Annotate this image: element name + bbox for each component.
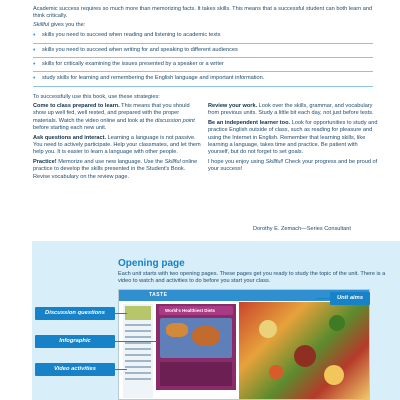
food-item xyxy=(269,365,283,379)
strategy-text: This means that you should show up well fed, well rested, and prepared with the proper materials. Watch the video online and look at the xyxy=(33,103,190,124)
strategies-right-column xyxy=(208,103,378,176)
map-continent xyxy=(192,326,220,346)
signature: Dorothy E. Zemach—Series Consultant xyxy=(253,226,351,232)
strategy-ask-questions xyxy=(33,135,203,157)
spread-thumbnail-photo xyxy=(125,306,151,320)
skillful-title: Skillful xyxy=(33,21,50,28)
food-item xyxy=(329,315,345,331)
gives-you-text: gives you the: xyxy=(49,21,86,28)
skills-list-item: • skills you need to succeed when writing for and speaking to different audiences xyxy=(33,47,373,58)
strategy-title: Ask questions and interact. xyxy=(33,134,107,141)
strategy-review-work xyxy=(208,103,378,118)
closing-wish xyxy=(208,159,378,174)
strategy-title: Come to class prepared to learn. xyxy=(33,103,120,109)
discussion-questions-callout: Discussion questions xyxy=(35,307,115,320)
strategy-practice xyxy=(33,159,203,181)
book-spread-image xyxy=(118,289,370,400)
strategy-text: Look over the skills, grammar, and vocabulary from previous units. Study a little bit each day, not just before tests. xyxy=(208,103,374,117)
strategy-italic: Skillful xyxy=(265,158,282,165)
spread-header-label: TASTE xyxy=(149,292,168,298)
infographic-callout: Infographic xyxy=(35,335,115,348)
discussion-leader-line xyxy=(115,313,127,314)
skills-list-item: • study skills for learning and remembering the English language and important information. xyxy=(33,75,373,86)
video-leader-line xyxy=(115,369,127,370)
strategy-text: I hope you enjoy using xyxy=(208,158,266,165)
skills-list xyxy=(33,32,373,87)
strategies-left-column xyxy=(33,103,203,183)
strategy-text: Look for opportunities to study and practice English outside of class, such as reading for pleasure and using the Internet in English. Remember that learning skills, like learning a language, takes time and practice. Be patient with yourself, but do not forget to set goals. xyxy=(208,119,378,156)
strategy-come-prepared xyxy=(33,103,203,133)
strategy-text: online practice to develop the skills presented in the Student's Book. Revise vocabulary on the review page. xyxy=(33,158,198,180)
intro-skillful-line xyxy=(33,22,373,29)
food-item xyxy=(324,365,344,385)
unit-aims-callout: Unit aims xyxy=(330,292,370,305)
infographic-stats-area xyxy=(160,362,232,386)
food-item xyxy=(294,345,316,367)
strategy-title: Be an independent learner too. xyxy=(208,119,291,126)
strategies-intro: To successfully use this book, use these strategies: xyxy=(33,94,160,100)
intro-paragraph: Academic success requires so much more than memorizing facts. It takes skills. This means that a successful student can both learn and think critically. xyxy=(33,6,373,20)
infographic-leader-line xyxy=(115,341,157,342)
skills-list-item: • skills you need to succeed when reading and listening to academic texts xyxy=(33,32,373,43)
strategy-title: Practice! xyxy=(33,158,57,165)
strategy-italic: discussion point xyxy=(155,117,195,124)
strategy-independent-learner xyxy=(208,120,378,157)
opening-page-description: Each unit starts with two opening pages. These pages get you ready to study the topic of the unit. There is a video to watch and activities to do before you start your class. xyxy=(118,271,386,285)
opening-page-title: Opening page xyxy=(118,258,185,269)
map-continent xyxy=(166,323,188,337)
strategy-text: Memorize and use new language. Use the xyxy=(56,158,165,165)
food-item xyxy=(259,320,277,338)
video-activities-callout: Video activities xyxy=(35,363,115,376)
strategy-text: before starting each new unit. xyxy=(33,125,107,132)
strategy-text: ! Check your progress and be proud of your success! xyxy=(208,158,378,173)
infographic-title: World's Healthiest Diets xyxy=(165,308,216,313)
strategy-title: Review your work. xyxy=(208,103,258,109)
strategy-italic: Skillful xyxy=(164,158,181,165)
skills-list-item: • skills for critically examining the issues presented by a speaker or a writer xyxy=(33,61,373,72)
intro-section xyxy=(33,6,373,90)
spread-text-lines xyxy=(125,324,151,384)
unit-aims-leader-line xyxy=(316,298,330,299)
strategy-text: Learning a language is not passive. You need to actively participate. Help your classmates, and let them help you. It is easier to learn a language with other people. xyxy=(33,134,201,156)
